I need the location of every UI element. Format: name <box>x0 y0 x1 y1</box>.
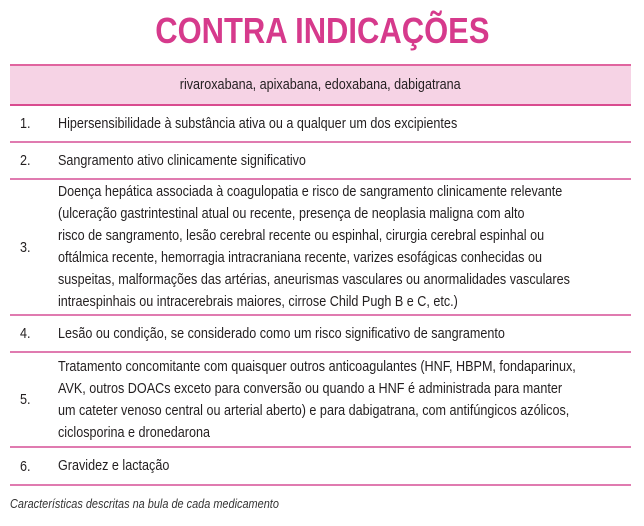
row-text: Doença hepática associada à coagulopatia e risco de sangramento clinicamente relevante (ulceração gastrintestinal atual ou recente, presença de neoplasia maligna com alto risco de sangramento, lesão cerebral recente ou espinhal, cirurgia cerebral espinhal ou oftálmica recente, hemorragia intracraniana recente, varizes esofágicas conhecidas ou suspeitas, malformações das artérias, aneurismas vasculares ou anormalidades vasculares intraespinhais ou intracerebrais maiores, cirrose Child Pugh B e C, etc.) <box>58 183 570 310</box>
table-row <box>10 106 631 143</box>
table-caption: Características descritas na bula de cada medicamento <box>10 496 279 511</box>
row-number: 1. <box>20 115 31 132</box>
table-row <box>10 180 631 316</box>
contraindications-table <box>10 64 631 486</box>
row-number: 2. <box>20 152 31 169</box>
drug-list-header: rivaroxabana, apixabana, edoxabana, dabigatrana <box>180 76 461 93</box>
row-number: 5. <box>20 391 31 408</box>
table-row <box>10 143 631 180</box>
row-number: 6. <box>20 457 31 475</box>
page-title <box>0 11 644 51</box>
row-text: Gravidez e lactação <box>58 457 170 474</box>
row-text: Lesão ou condição, se considerado como um risco significativo de sangramento <box>58 324 505 342</box>
table-row <box>10 448 631 486</box>
table-row <box>10 353 631 448</box>
page-title-text: CONTRA INDICAÇÕES <box>154 10 490 51</box>
table-row <box>10 316 631 353</box>
row-text: Tratamento concomitante com quaisquer outros anticoagulantes (HNF, HBPM, fondaparinux, AVK, outros DOACs exceto para conversão ou quando a HNF é administrada para manter um cateter venoso central ou arterial aberto) e para dabigatrana, com antifúngicos azólicos, ciclosporina e dronedarona <box>58 357 576 441</box>
row-text: Hipersensibilidade à substância ativa ou a qualquer um dos excipientes <box>58 114 458 132</box>
row-text: Sangramento ativo clinicamente significativo <box>58 151 306 169</box>
row-number: 3. <box>20 238 31 256</box>
row-number: 4. <box>20 325 31 342</box>
table-header <box>10 64 631 106</box>
